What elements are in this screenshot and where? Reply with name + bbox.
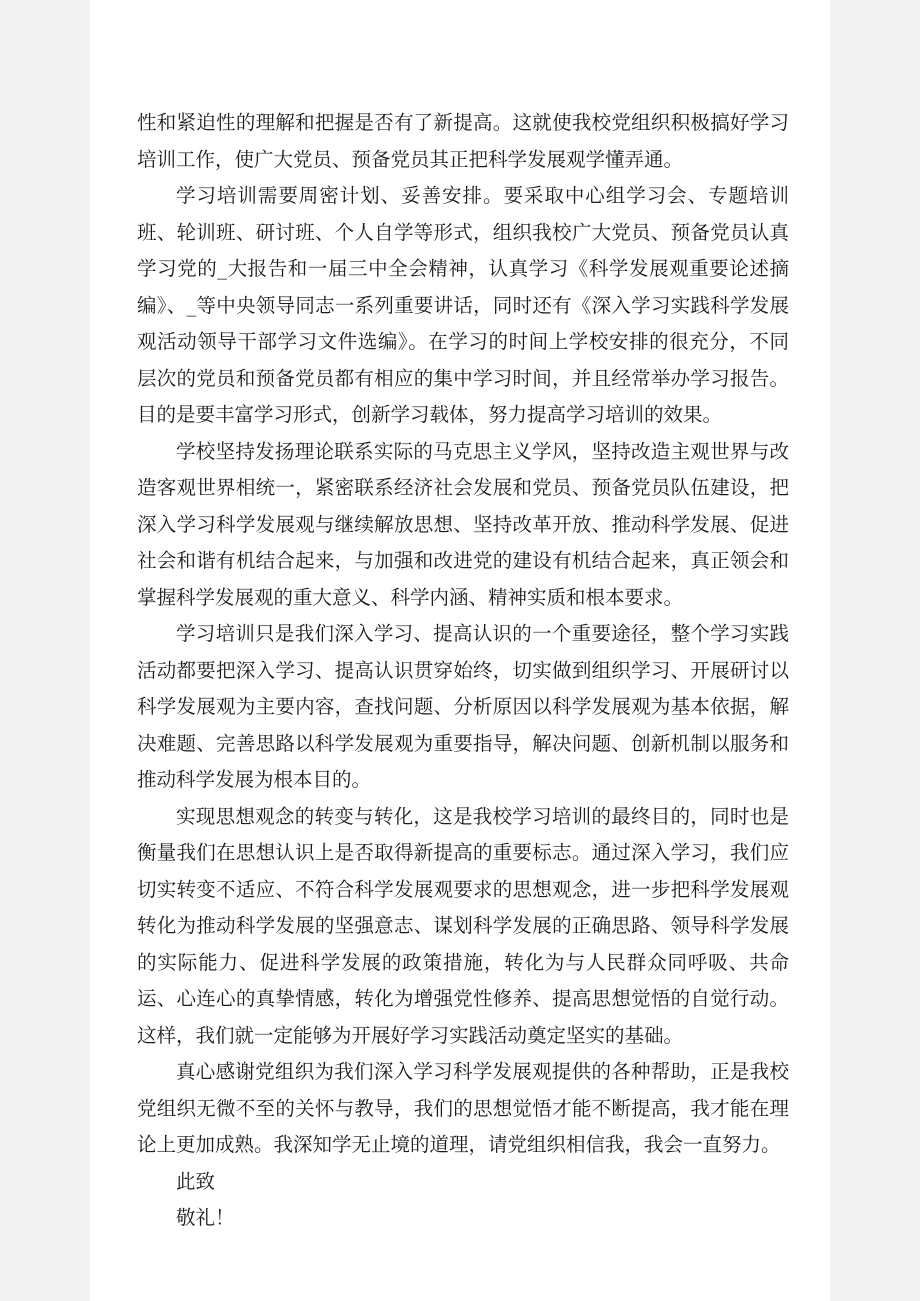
paragraph-continued: 性和紧迫性的理解和把握是否有了新提高。这就使我校党组织积极搞好学习培训工作，使广大党员、预备党员其正把科学发展观学懂弄通。 [137,111,789,171]
document-page [90,0,830,1301]
closing-salutation: 此致 [176,1169,216,1193]
closing-regards: 敬礼！ [176,1206,235,1229]
paragraph-thanks: 真心感谢党组织为我们深入学习科学发展观提供的各种帮助，正是我校党组织无微不至的关怀与教导，我们的思想觉悟才能不断提高，我才能在理论上更加成熟。我深知学无止境的道理，请党组织相信我，我会一直努力。 [137,1060,789,1156]
paragraph-study-plan: 学习培训需要周密计划、妥善安排。要采取中心组学习会、专题培训班、轮训班、研讨班、个人自学等形式，组织我校广大党员、预备党员认真学习党的_大报告和一届三中全会精神，认真学习《科学发展观重要论述摘编》、_等中央领导同志一系列重要讲话，同时还有《深入学习实践科学发展观活动领导干部学习文件选编》。在学习的时间上学校安排的很充分，不同层次的党员和预备党员都有相应的集中学习时间，并且经常举办学习报告。目的是要丰富学习形式，创新学习载体，努力提高学习培训的效果。 [137,184,789,426]
document-body [137,105,789,1237]
paragraph-study-path: 学习培训只是我们深入学习、提高认识的一个重要途径，整个学习实践活动都要把深入学习、提高认识贯穿始终，切实做到组织学习、开展研讨以科学发展观为主要内容，查找问题、分析原因以科学发展观为基本依据，解决难题、完善思路以科学发展观为重要指导，解决问题、创新机制以服务和推动科学发展为根本目的。 [137,622,789,791]
paragraph-ideology-change: 实现思想观念的转变与转化，这是我校学习培训的最终目的，同时也是衡量我们在思想认识上是否取得新提高的重要标志。通过深入学习，我们应切实转变不适应、不符合科学发展观要求的思想观念，进一步把科学发展观转化为推动科学发展的坚强意志、谋划科学发展的正确思路、领导科学发展的实际能力、促进科学发展的政策措施，转化为与人民群众同呼吸、共命运、心连心的真挚情感，转化为增强党性修养、提高思想觉悟的自觉行动。这样，我们就一定能够为开展好学习实践活动奠定坚实的基础。 [137,804,789,1047]
paragraph-study-style: 学校坚持发扬理论联系实际的马克思主义学风，坚持改造主观世界与改造客观世界相统一，紧密联系经济社会发展和党员、预备党员队伍建设，把深入学习科学发展观与继续解放思想、坚持改革开放、推动科学发展、促进社会和谐有机结合起来，与加强和改进党的建设有机结合起来，真正领会和掌握科学发展观的重大意义、科学内涵、精神实质和根本要求。 [137,439,789,609]
